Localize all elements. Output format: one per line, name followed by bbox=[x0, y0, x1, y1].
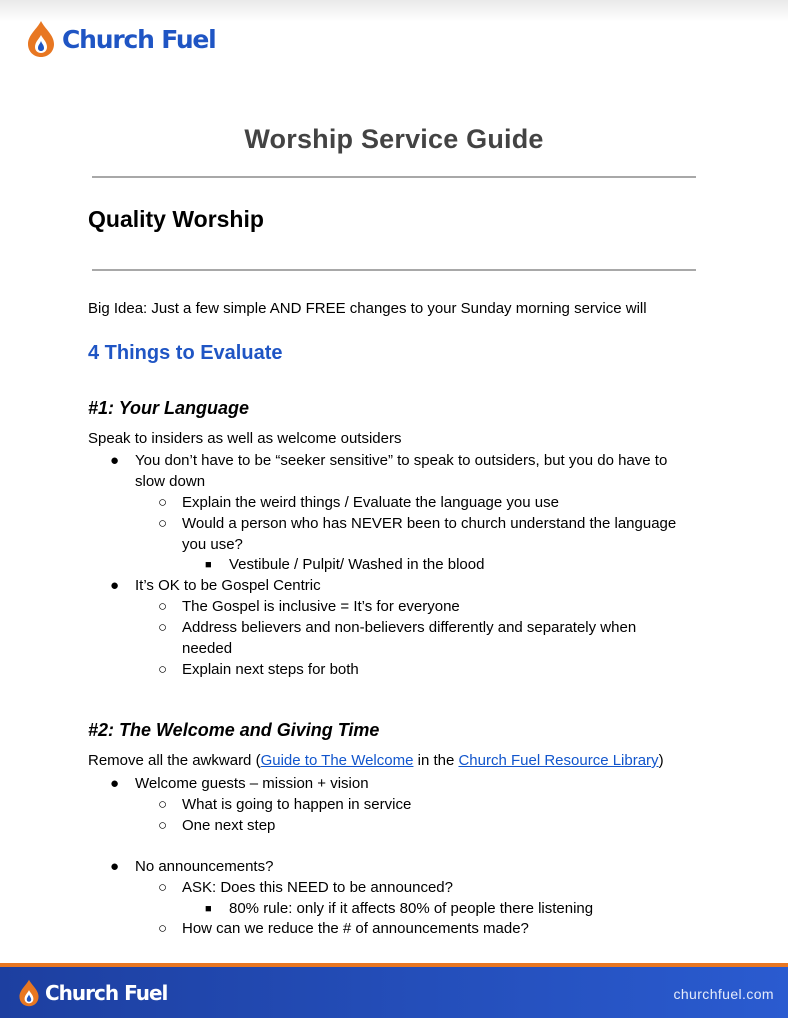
part1-heading: #1: Your Language bbox=[88, 398, 250, 418]
bullet-circle: ○ bbox=[158, 796, 168, 813]
list-item: No announcements? bbox=[135, 858, 274, 875]
list-item: Explain next steps for both bbox=[182, 661, 359, 678]
list-item: Welcome guests – mission + vision bbox=[135, 775, 369, 792]
flame-drop-icon bbox=[18, 979, 40, 1007]
list-item: The Gospel is inclusive = It’s for everyone bbox=[182, 598, 460, 615]
divider bbox=[92, 176, 696, 178]
bullet-circle: ○ bbox=[158, 494, 168, 511]
brand-name: Church Fuel bbox=[62, 24, 216, 54]
bullet-circle: ○ bbox=[158, 879, 168, 896]
list-item: You don’t have to be “seeker sensitive” to speak to outsiders, but you do have to bbox=[135, 452, 668, 469]
bullet-disc: ● bbox=[110, 775, 120, 792]
header-shade bbox=[0, 0, 788, 22]
flame-drop-icon bbox=[26, 20, 56, 58]
list-item-continuation: slow down bbox=[135, 473, 206, 490]
part2-intro bbox=[88, 752, 664, 769]
intro-mid: in the bbox=[413, 752, 459, 769]
bullet-square: ■ bbox=[205, 903, 212, 915]
part2-heading: #2: The Welcome and Giving Time bbox=[88, 720, 380, 740]
list-item-continuation: you use? bbox=[182, 536, 243, 553]
list-item: 80% rule: only if it affects 80% of people there listening bbox=[229, 900, 594, 917]
bullet-disc: ● bbox=[110, 858, 120, 875]
list-item: One next step bbox=[182, 817, 276, 834]
bullet-circle: ○ bbox=[158, 920, 168, 937]
bullet-disc: ● bbox=[110, 577, 120, 594]
bullet-square: ■ bbox=[205, 559, 212, 571]
list-item: How can we reduce the # of announcements made? bbox=[182, 920, 529, 937]
bullet-circle: ○ bbox=[158, 515, 168, 532]
footer-logo bbox=[18, 979, 167, 1007]
list-item: Address believers and non-believers differently and separately when bbox=[182, 619, 637, 636]
footer-website: churchfuel.com bbox=[673, 986, 774, 1002]
list-item: Explain the weird things / Evaluate the language you use bbox=[182, 494, 559, 511]
intro-suffix: ) bbox=[658, 752, 664, 769]
part1-intro: Speak to insiders as well as welcome outsiders bbox=[88, 430, 402, 447]
bullet-circle: ○ bbox=[158, 619, 168, 636]
big-idea-text: Big Idea: Just a few simple AND FREE changes to your Sunday morning service will bbox=[88, 300, 647, 317]
guide-to-welcome-link[interactable]: Guide to The Welcome bbox=[260, 752, 414, 769]
bullet-disc: ● bbox=[110, 452, 120, 469]
footer-brand-name: Church Fuel bbox=[45, 981, 168, 1005]
list-item: ASK: Does this NEED to be announced? bbox=[182, 879, 453, 896]
divider bbox=[92, 269, 696, 271]
list-item: It’s OK to be Gospel Centric bbox=[135, 577, 321, 594]
things-heading: 4 Things to Evaluate bbox=[88, 342, 283, 364]
header-logo bbox=[26, 20, 216, 58]
list-item: Vestibule / Pulpit/ Washed in the blood bbox=[229, 556, 485, 573]
list-item: What is going to happen in service bbox=[182, 796, 412, 813]
intro-prefix: Remove all the awkward ( bbox=[88, 752, 261, 769]
list-item: Would a person who has NEVER been to church understand the language bbox=[182, 515, 677, 532]
bullet-circle: ○ bbox=[158, 661, 168, 678]
resource-library-link[interactable]: Church Fuel Resource Library bbox=[458, 752, 659, 769]
bullet-circle: ○ bbox=[158, 817, 168, 834]
bullet-circle: ○ bbox=[158, 598, 168, 615]
list-item-continuation: needed bbox=[182, 640, 233, 657]
section-title: Quality Worship bbox=[88, 206, 264, 232]
document-title: Worship Service Guide bbox=[244, 124, 544, 154]
